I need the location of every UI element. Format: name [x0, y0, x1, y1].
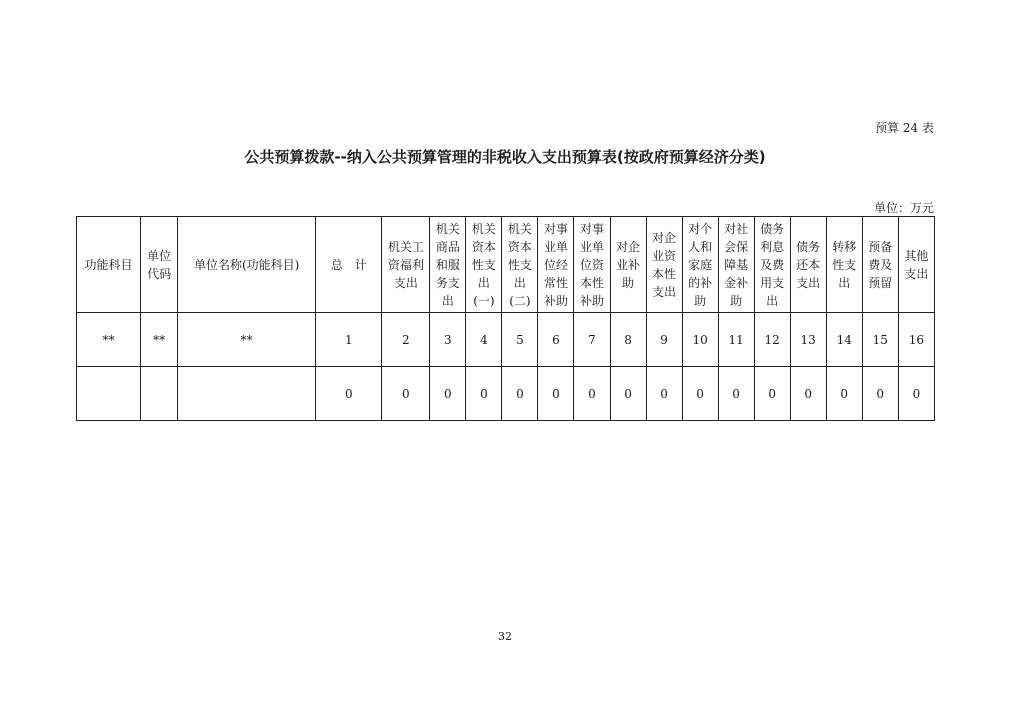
- page-title: 公共预算拨款--纳入公共预算管理的非税收入支出预算表(按政府预算经济分类): [244, 148, 766, 166]
- table-cell: [141, 367, 178, 421]
- col-header-enterprise-subsidy: 对企 业补 助: [610, 217, 646, 313]
- table-cell: 15: [862, 313, 898, 367]
- table-cell: 3: [430, 313, 466, 367]
- table-row: [77, 313, 935, 367]
- table-cell: **: [77, 313, 141, 367]
- unit-label: 单位：万元: [873, 201, 934, 215]
- table-cell: [77, 367, 141, 421]
- col-header-debt-principal: 债务 还本 支出: [790, 217, 826, 313]
- table-cell: 16: [898, 313, 934, 367]
- col-header-social-security: 对社 会保 障基 金补 助: [718, 217, 754, 313]
- col-header-institution-capital: 对事 业单 位资 本性 补助: [574, 217, 610, 313]
- table-cell: 9: [646, 313, 682, 367]
- table-row: [77, 367, 935, 421]
- col-header-unit-name: 单位名称(功能科目): [178, 217, 316, 313]
- header-row: [77, 217, 935, 313]
- col-header-debt-interest: 债务 利息 及费 用支 出: [754, 217, 790, 313]
- col-header-household-subsidy: 对个 人和 家庭 的补 助: [682, 217, 718, 313]
- table-cell: 2: [382, 313, 430, 367]
- col-header-transfer: 转移 性支 出: [826, 217, 862, 313]
- page-number: 32: [498, 630, 512, 643]
- table-cell: 0: [790, 367, 826, 421]
- table-cell: [178, 367, 316, 421]
- table-cell: 8: [610, 313, 646, 367]
- col-header-other: 其他 支出: [898, 217, 934, 313]
- table-cell: 0: [718, 367, 754, 421]
- table-cell: 10: [682, 313, 718, 367]
- table-cell: 4: [466, 313, 502, 367]
- col-header-reserve: 预备 费及 预留: [862, 217, 898, 313]
- table-number: 预算 24 表: [875, 121, 934, 135]
- table-cell: 14: [826, 313, 862, 367]
- table-cell: 12: [754, 313, 790, 367]
- table-cell: 0: [466, 367, 502, 421]
- table-cell: 5: [502, 313, 538, 367]
- col-header-institution-recurrent: 对事 业单 位经 常性 补助: [538, 217, 574, 313]
- table-cell: 0: [502, 367, 538, 421]
- table-cell: 7: [574, 313, 610, 367]
- table-cell: 0: [754, 367, 790, 421]
- col-header-goods-services: 机关 商品 和服 务支 出: [430, 217, 466, 313]
- table-cell: 0: [382, 367, 430, 421]
- table-cell: 0: [826, 367, 862, 421]
- table-cell: 0: [430, 367, 466, 421]
- table-cell: **: [178, 313, 316, 367]
- table-cell: 0: [682, 367, 718, 421]
- table-cell: 0: [898, 367, 934, 421]
- table-cell: 0: [538, 367, 574, 421]
- table-cell: 1: [316, 313, 382, 367]
- table-cell: 13: [790, 313, 826, 367]
- table-cell: **: [141, 313, 178, 367]
- col-header-enterprise-capital: 对企 业资 本性 支出: [646, 217, 682, 313]
- table-cell: 0: [610, 367, 646, 421]
- table-cell: 0: [646, 367, 682, 421]
- col-header-capital-1: 机关 资本 性支 出 (一): [466, 217, 502, 313]
- col-header-function-subject: 功能科目: [77, 217, 141, 313]
- col-header-capital-2: 机关 资本 性支 出 (二): [502, 217, 538, 313]
- table-cell: 11: [718, 313, 754, 367]
- table-cell: 0: [316, 367, 382, 421]
- col-header-unit-code: 单位 代码: [141, 217, 178, 313]
- table-cell: 0: [862, 367, 898, 421]
- table-cell: 6: [538, 313, 574, 367]
- budget-table: [76, 216, 935, 421]
- col-header-total: 总 计: [316, 217, 382, 313]
- table-cell: 0: [574, 367, 610, 421]
- col-header-staff-welfare: 机关工 资福利 支出: [382, 217, 430, 313]
